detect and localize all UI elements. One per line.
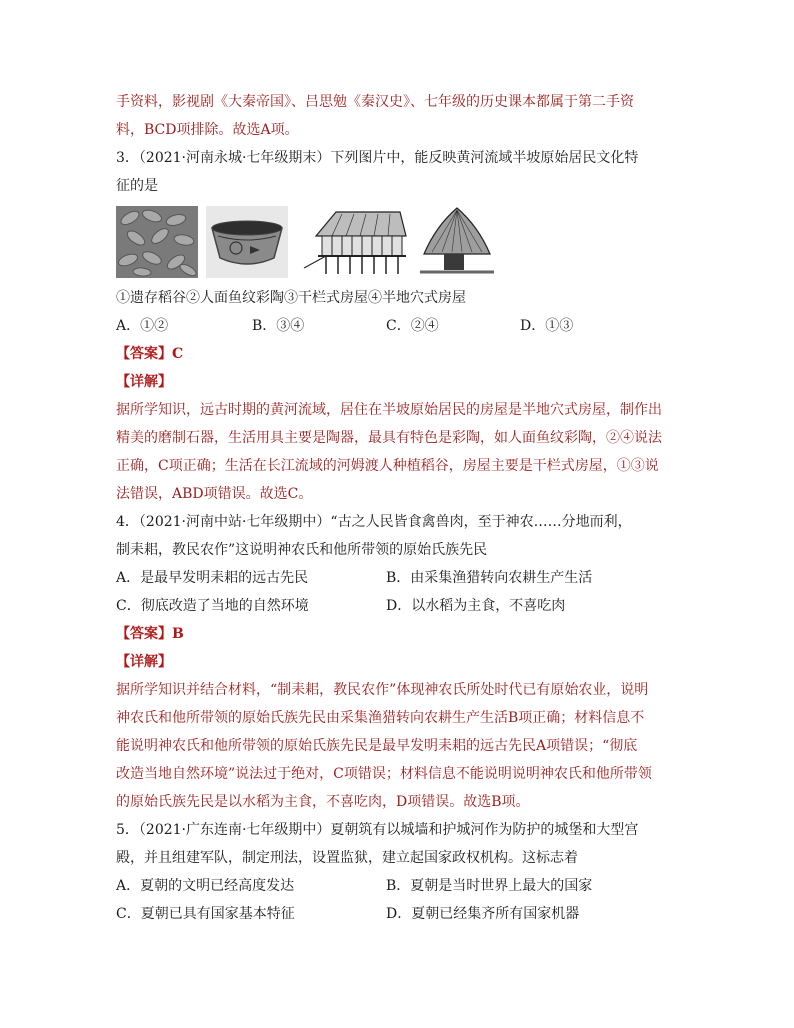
q5-options-row1 [116,872,676,900]
q5-option-b: B．夏朝是当时世界上最大的国家 [386,878,593,894]
q4-option-b: B．由采集渔猎转向农耕生产生活 [386,570,593,586]
q3-analysis-line: 法错误，ABD项错误。故选C。 [116,486,313,502]
q3-answer: 【答案】C [116,346,184,362]
painted-pottery-basin-image [206,206,288,278]
q3-option-c: C．②④ [386,318,439,334]
stilt-house-image [302,206,410,278]
q4-analysis-line: 神农氏和他所带领的原始氏族先民由采集渔猎转向农耕生产生活B项正确；材料信息不 [116,710,645,726]
q4-option-a: A．是最早发明耒耜的远古先民 [116,570,309,586]
q4-stem: 4．（2021·河南中站·七年级期中）“古之人民皆食禽兽肉，至于神农……分地而利， [116,514,632,530]
document-page [116,88,676,928]
q2-analysis-line: 料，BCD项排除。故选A项。 [116,122,299,138]
q3-analysis-line: 据所学知识，远古时期的黄河流域，居住在半坡原始居民的房屋是半地穴式房屋，制作出 [116,402,662,418]
q3-stem: 征的是 [116,178,158,194]
q5-stem: 殿，并且组建军队，制定刑法，设置监狱，建立起国家政权机构。这标志着 [116,850,578,866]
q4-answer: 【答案】B [116,626,184,642]
q5-option-c: C．夏朝已具有国家基本特征 [116,906,295,922]
q3-option-d: D．①③ [520,318,574,334]
q4-analysis-line: 能说明神农氏和他所带领的原始氏族先民是最早发明耒耜的远古先民A项错误；“彻底 [116,738,638,754]
q3-analysis-line: 精美的磨制石器，生活用具主要是陶器，最具有特色是彩陶，如人面鱼纹彩陶，②④说法 [116,430,662,446]
q4-detail-label: 【详解】 [116,654,172,670]
q3-detail-label: 【详解】 [116,374,172,390]
semi-subterranean-house-image [416,206,498,278]
q4-options-row2 [116,592,676,620]
q4-analysis-line: 据所学知识并结合材料，“制耒耜，教民农作”体现神农氏所处时代已有原始农业，说明 [116,682,649,698]
q3-options [116,312,676,340]
q5-option-a: A．夏朝的文明已经高度发达 [116,878,295,894]
q4-analysis-line: 的原始氏族先民是以水稻为主食，不喜吃肉，D项错误。故选B项。 [116,794,530,810]
q3-option-a: A．①② [116,318,169,334]
q3-images [116,206,676,278]
q3-analysis-line: 正确，C项正确；生活在长江流域的河姆渡人种植稻谷，房屋主要是干栏式房屋，①③说 [116,458,659,474]
q4-option-d: D．以水稻为主食，不喜吃肉 [386,598,566,614]
q4-options-row1 [116,564,676,592]
rice-grains-image [116,206,198,278]
q4-analysis-line: 改造当地自然环境”说法过于绝对，C项错误；材料信息不能说明说明神农氏和他所带领 [116,766,652,782]
q4-option-c: C．彻底改造了当地的自然环境 [116,598,309,614]
q3-option-b: B．③④ [252,318,305,334]
q5-stem: 5．（2021·广东连南·七年级期中）夏朝筑有以城墙和护城河作为防护的城堡和大型宫 [116,822,639,838]
q5-option-d: D．夏朝已经集齐所有国家机器 [386,906,580,922]
q2-analysis-line: 手资料，影视剧《大秦帝国》、吕思勉《秦汉史》、七年级的历史课本都属于第二手资 [116,94,634,110]
q3-stem: 3．（2021·河南永城·七年级期末）下列图片中，能反映黄河流域半坡原始居民文化特 [116,150,639,166]
q3-image-caption: ①遗存稻谷②人面鱼纹彩陶③干栏式房屋④半地穴式房屋 [116,290,466,306]
q4-stem: 制耒耜，教民农作”这说明神农氏和他所带领的原始氏族先民 [116,542,488,558]
q5-options-row2 [116,900,676,928]
